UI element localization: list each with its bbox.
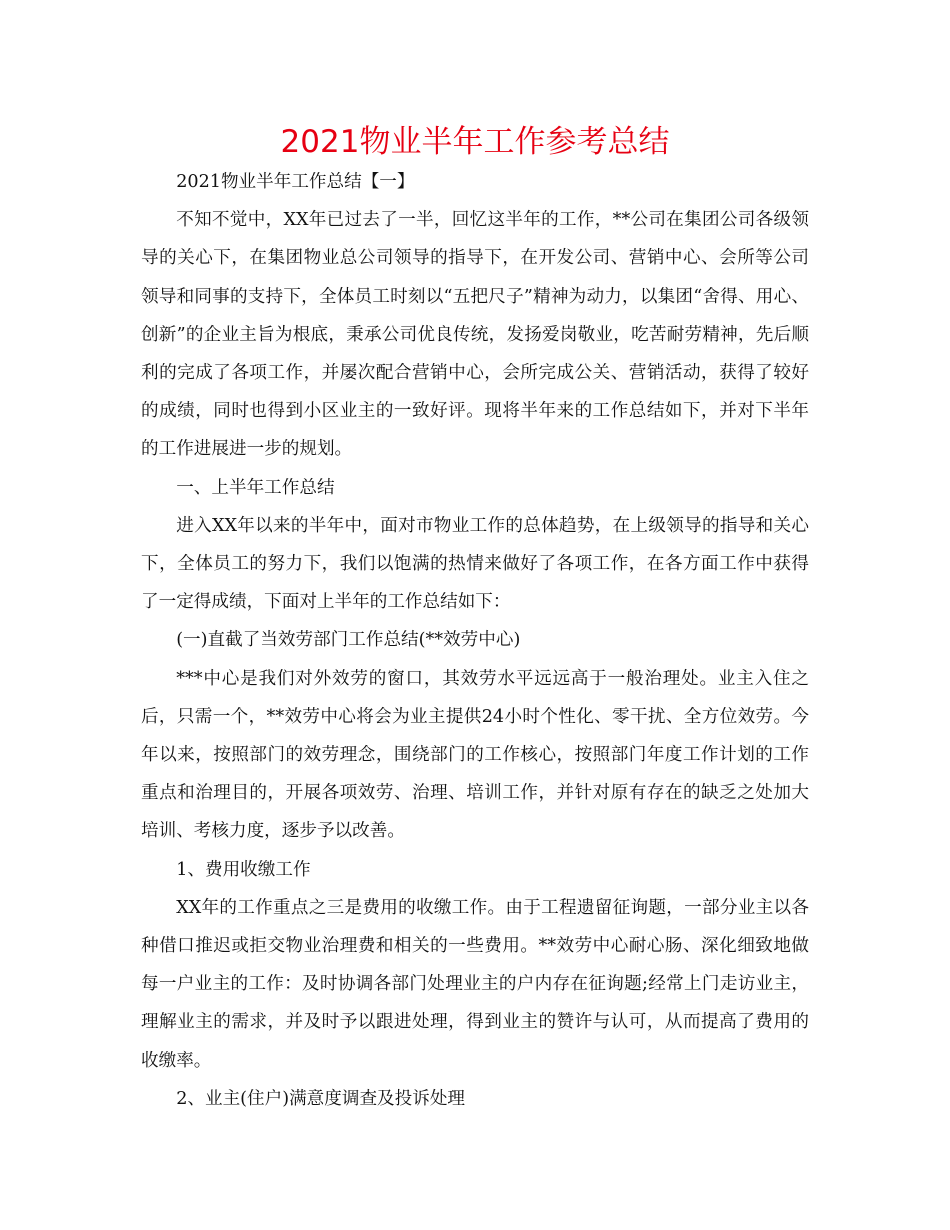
section-heading: 一、上半年工作总结 bbox=[176, 477, 335, 498]
document-title: 2021物业半年工作参考总结 bbox=[280, 124, 670, 160]
body-paragraph: XX年的工作重点之三是费用的收缴工作。由于工程遗留征询题，一部分业主以各种借口推迟或拒交物业治理费和相关的一些费用。**效劳中心耐心肠、深化细致地做每一户业主的工作：及时协调各部门处理业主的户内存在征询题;经常上门走访业主，理解业主的需求，并及时予以跟进处理，得到业主的赞许与认可，从而提高了费用的收缴率。 bbox=[141, 897, 809, 1071]
section-heading: 2021物业半年工作总结【一】 bbox=[176, 172, 415, 192]
body-paragraph: 不知不觉中，XX年已过去了一半，回忆这半年的工作，**公司在集团公司各级领导的关心下，在集团物业总公司领导的指导下，在开发公司、营销中心、会所等公司领导和同事的支持下，全体员工时刻以“五把尺子”精神为动力，以集团“舍得、用心、创新”的企业主旨为根底，秉承公司优良传统，发扬爱岗敬业，吃苦耐劳精神，先后顺利的完成了各项工作，并屡次配合营销中心，会所完成公关、营销活动，获得了较好的成绩，同时也得到小区业主的一致好评。现将半年来的工作总结如下，并对下半年的工作进展进一步的规划。 bbox=[141, 210, 809, 460]
section-heading: 2、业主(住户)满意度调查及投诉处理 bbox=[176, 1088, 466, 1109]
document-body bbox=[141, 163, 809, 1118]
body-paragraph: 进入XX年以来的半年中，面对市物业工作的总体趋势，在上级领导的指导和关心下，全体员工的努力下，我们以饱满的热情来做好了各项工作，在各方面工作中获得了一定得成绩，下面对上半年的工作总结如下： bbox=[141, 515, 809, 613]
section-heading: (一)直截了当效劳部门工作总结(**效劳中心) bbox=[176, 630, 521, 651]
section-heading: 1、费用收缴工作 bbox=[176, 859, 311, 880]
body-paragraph: ***中心是我们对外效劳的窗口，其效劳水平远远高于一般治理处。业主入住之后，只需一个，**效劳中心将会为业主提供24小时个性化、零干扰、全方位效劳。今年以来，按照部门的效劳理念，围绕部门的工作核心，按照部门年度工作计划的工作重点和治理目的，开展各项效劳、治理、培训工作，并针对原有存在的缺乏之处加大培训、考核力度，逐步予以改善。 bbox=[141, 668, 809, 842]
